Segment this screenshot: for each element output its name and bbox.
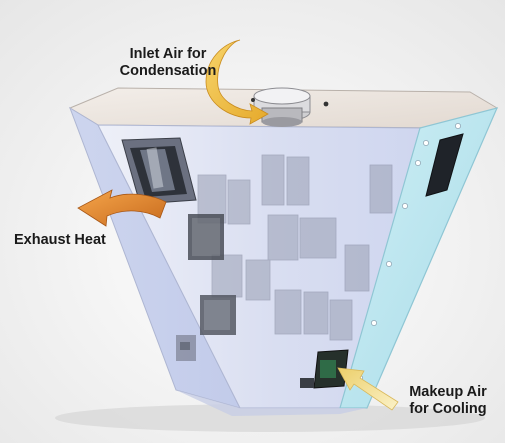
makeup-label-line1: Makeup Air: [409, 384, 487, 400]
exhaust-label-line1: Exhaust Heat: [14, 232, 106, 248]
inlet-air-label: [108, 46, 228, 80]
makeup-air-label: [396, 384, 500, 418]
exhaust-heat-label: [14, 232, 106, 249]
makeup-label-line2: for Cooling: [409, 401, 487, 417]
lower-parts: [176, 335, 196, 361]
inlet-label-line1: Inlet Air for: [129, 46, 207, 62]
inlet-label-line2: Condensation: [119, 63, 217, 79]
